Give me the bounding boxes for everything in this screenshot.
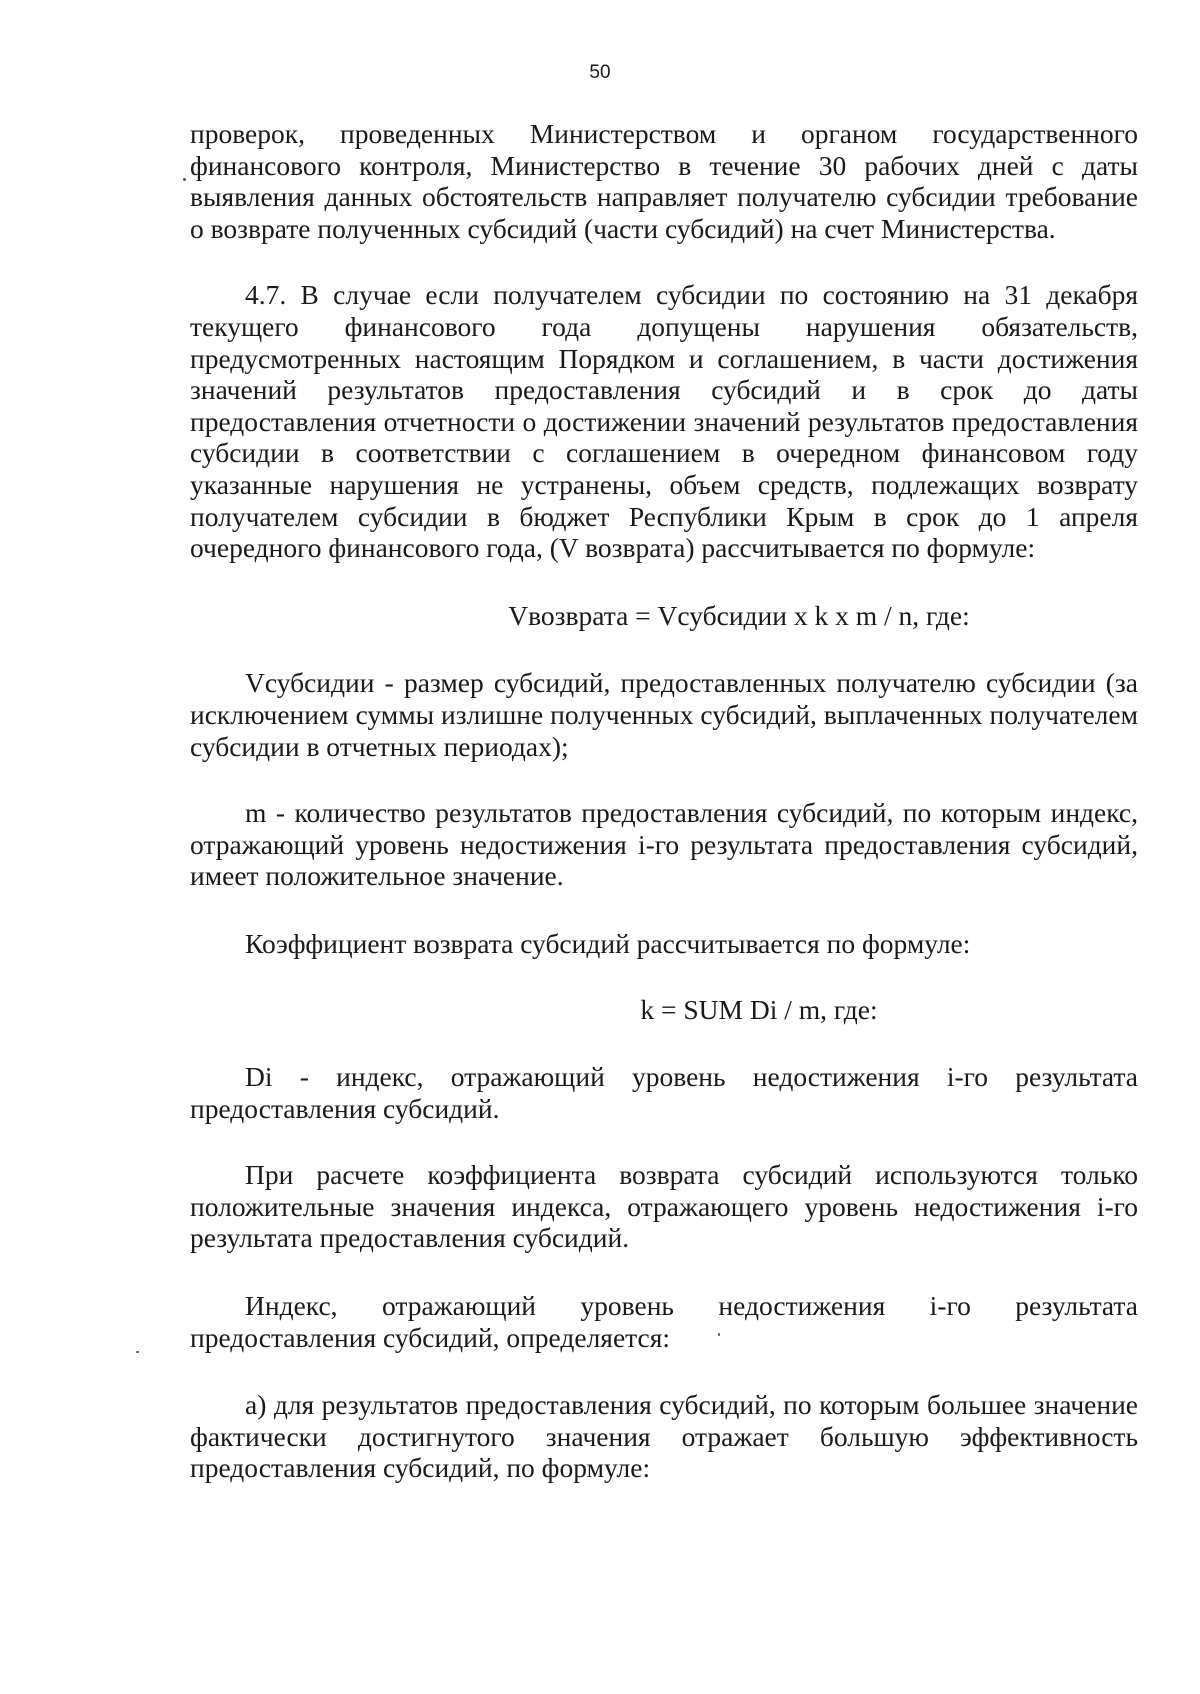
paragraph-item-a: а) для результатов предоставления субсидий, по которым большее значение фактически достигнутого значения отражает большую эффективность предоставления субсидий, по формуле: — [190, 1389, 1138, 1484]
paragraph-positive-values: При расчете коэффициента возврата субсидий используются только положительные значения индекса, отражающего уровень недостижения i-го результата предоставления субсидий. — [190, 1159, 1138, 1254]
document-body — [190, 118, 1138, 1484]
scan-speck — [136, 1351, 139, 1353]
paragraph-index-intro: Индекс, отражающий уровень недостижения i-го результата предоставления субсидий, определяется: — [190, 1290, 1138, 1353]
formula-v-return: Vвозврата = Vсубсидии x k x m / n, где: — [508, 599, 970, 631]
scan-speck — [718, 1333, 720, 1336]
paragraph-4-7: 4.7. В случае если получателем субсидии по состоянию на 31 декабря текущего финансового года допущены нарушения обязательств, предусмотренных настоящим Порядком и соглашением, в части достижения значений результатов предоставления субсидий и в срок до даты предоставления отчетности о достижении значений результатов предоставления субсидии в соответствии с соглашением в очередном финансовом году указанные нарушения не устранены, объем средств, подлежащих возврату получателем субсидии в бюджет Республики Крым в срок до 1 апреля очередного финансового года, (V возврата) рассчитывается по формуле: — [190, 279, 1138, 564]
paragraph-v-subsidy-definition: Vсубсидии - размер субсидий, предоставленных получателю субсидии (за исключением суммы излишне полученных субсидий, выплаченных получателем субсидии в отчетных периодах); — [190, 667, 1138, 762]
page-number: 50 — [589, 62, 611, 83]
scan-speck — [183, 178, 186, 181]
paragraph-di-definition: Di - индекс, отражающий уровень недостижения i-го результата предоставления субсидий. — [190, 1061, 1138, 1124]
paragraph-continuation: проверок, проведенных Министерством и органом государственного финансового контроля, Министерство в течение 30 рабочих дней с даты выявления данных обстоятельств направляет получателю субсидии требование о возврате полученных субсидий (части субсидий) на счет Министерства. — [190, 118, 1138, 244]
formula-k: k = SUM Di / m, где: — [640, 994, 878, 1026]
paragraph-m-definition: m - количество результатов предоставления субсидий, по которым индекс, отражающий уровень недостижения i-го результата предоставления субсидий, имеет положительное значение. — [190, 797, 1138, 892]
paragraph-coefficient-intro: Коэффициент возврата субсидий рассчитывается по формуле: — [245, 927, 971, 959]
